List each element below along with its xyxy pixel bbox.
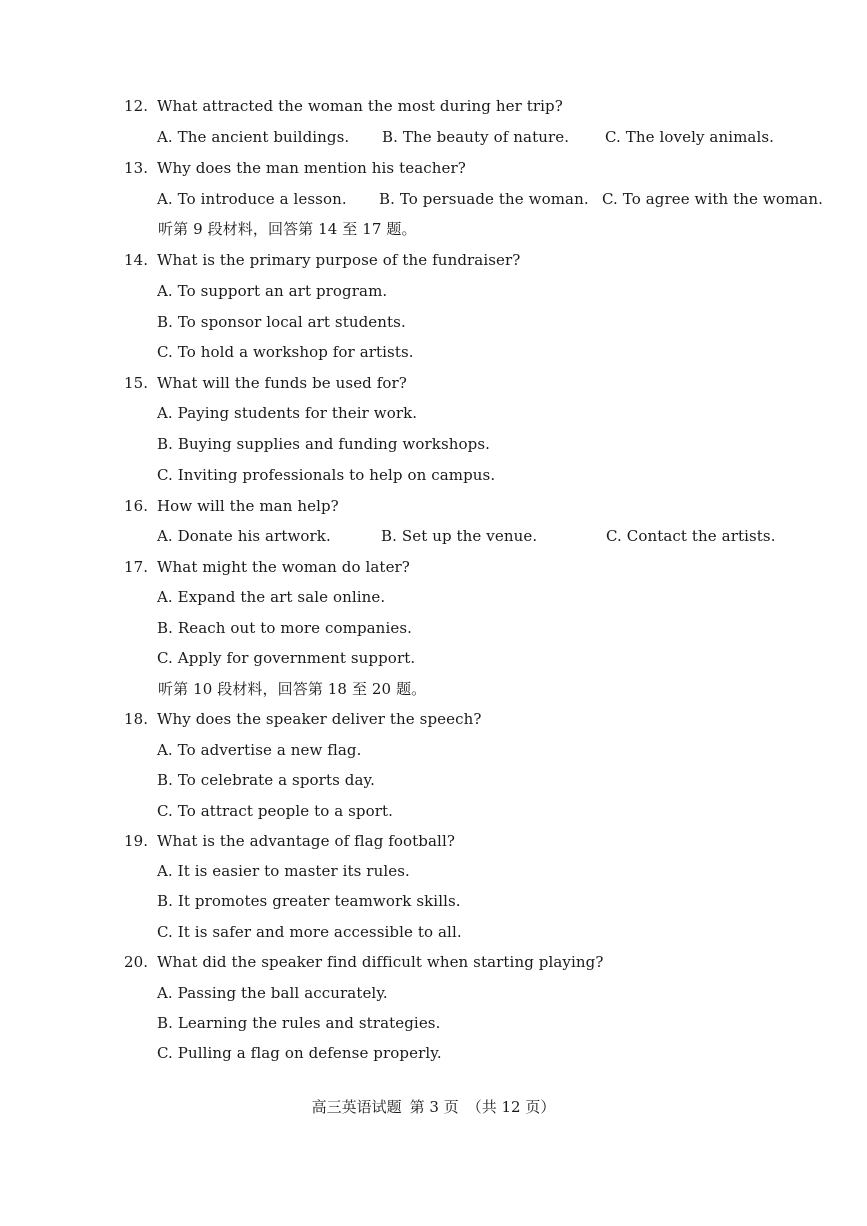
- option-b: B. Set up the venue.: [381, 527, 538, 545]
- option-c: C. Inviting professionals to help on campus.: [157, 466, 496, 484]
- option-b: B. To sponsor local art students.: [157, 313, 406, 331]
- question-text: What will the funds be used for?: [157, 374, 407, 392]
- question-18: [124, 709, 482, 729]
- option-c: C. To agree with the woman.: [602, 190, 823, 208]
- option-a: A. Paying students for their work.: [157, 404, 418, 422]
- question-number: 17.: [124, 558, 149, 576]
- option-c: C. It is safer and more accessible to all.: [157, 923, 462, 941]
- option-b: B. The beauty of nature.: [382, 128, 570, 146]
- option-b: B. Buying supplies and funding workshops.: [157, 435, 491, 453]
- option-a: A. Donate his artwork.: [157, 527, 331, 545]
- question-13: [124, 158, 466, 178]
- question-12: [124, 96, 563, 116]
- question-text: What did the speaker find difficult when starting playing?: [157, 953, 604, 971]
- footer-page-number: 第 3 页: [409, 1098, 459, 1116]
- question-number: 18.: [124, 710, 149, 728]
- question-20: [124, 952, 604, 972]
- option-c: C. To attract people to a sport.: [157, 802, 394, 820]
- question-15: [124, 373, 407, 393]
- option-a: A. To introduce a lesson.: [157, 190, 347, 208]
- question-text: What is the advantage of flag football?: [157, 832, 455, 850]
- footer-total-pages: （共 12 页）: [466, 1098, 556, 1116]
- question-number: 20.: [124, 953, 149, 971]
- question-17: [124, 557, 410, 577]
- option-a: A. It is easier to master its rules.: [157, 862, 410, 880]
- option-b: B. It promotes greater teamwork skills.: [157, 892, 461, 910]
- option-b: B. To persuade the woman.: [379, 190, 589, 208]
- option-a: A. To advertise a new flag.: [157, 741, 362, 759]
- question-16: [124, 496, 339, 516]
- question-text: How will the man help?: [157, 497, 339, 515]
- option-c: C. Contact the artists.: [606, 527, 776, 545]
- option-a: A. The ancient buildings.: [157, 128, 350, 146]
- question-number: 13.: [124, 159, 149, 177]
- question-14: [124, 250, 520, 270]
- option-c: C. To hold a workshop for artists.: [157, 343, 414, 361]
- option-a: A. Expand the art sale online.: [157, 588, 386, 606]
- section-instruction-9: 听第 9 段材料，回答第 14 至 17 题。: [158, 220, 417, 238]
- option-b: B. Learning the rules and strategies.: [157, 1014, 441, 1032]
- option-c: C. The lovely animals.: [605, 128, 775, 146]
- question-text: Why does the man mention his teacher?: [157, 159, 466, 177]
- option-b: B. Reach out to more companies.: [157, 619, 412, 637]
- question-text: Why does the speaker deliver the speech?: [157, 710, 482, 728]
- option-b: B. To celebrate a sports day.: [157, 771, 375, 789]
- option-c: C. Pulling a flag on defense properly.: [157, 1044, 442, 1062]
- question-number: 15.: [124, 374, 149, 392]
- question-text: What is the primary purpose of the fundraiser?: [157, 251, 521, 269]
- question-19: [124, 831, 455, 851]
- question-number: 16.: [124, 497, 149, 515]
- question-number: 12.: [124, 97, 149, 115]
- question-text: What might the woman do later?: [157, 558, 410, 576]
- option-a: A. Passing the ball accurately.: [157, 984, 388, 1002]
- section-instruction-10: 听第 10 段材料，回答第 18 至 20 题。: [158, 680, 427, 698]
- footer-title: 高三英语试题: [311, 1098, 402, 1116]
- question-text: What attracted the woman the most during her trip?: [157, 97, 563, 115]
- question-number: 14.: [124, 251, 149, 269]
- option-a: A. To support an art program.: [157, 282, 388, 300]
- option-c: C. Apply for government support.: [157, 649, 416, 667]
- page-footer: [0, 1096, 867, 1117]
- question-number: 19.: [124, 832, 149, 850]
